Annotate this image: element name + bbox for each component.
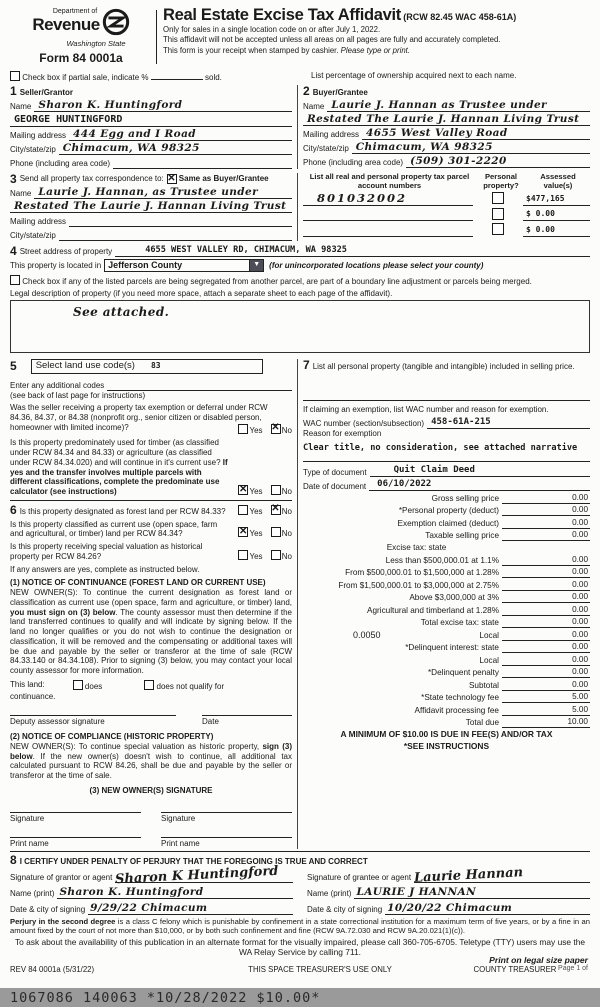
grantee-signature-field[interactable]: Laurie Hannan (414, 882, 590, 883)
see-instructions-note: *SEE INSTRUCTIONS (403, 741, 490, 752)
street-address-field[interactable]: 4655 WEST VALLEY RD, CHIMACUM, WA 98325 (115, 245, 590, 257)
land-does-checkbox[interactable] (73, 680, 83, 690)
header-note-2: This affidavit will not be accepted unless all areas on all pages are fully and accurately completed. (163, 35, 501, 44)
parcel-account-field[interactable] (303, 208, 473, 221)
parcel-row (303, 223, 590, 237)
assessed-value-field[interactable]: $477,165 (523, 194, 590, 206)
located-in-label: This property is located in (10, 260, 102, 270)
new-owner-signature-field-1[interactable]: Signature (10, 812, 141, 824)
fee-row: Total due 10.00 (465, 717, 588, 728)
land-does-not-checkbox[interactable] (144, 680, 154, 690)
dropdown-arrow-icon[interactable]: ▼ (249, 260, 263, 271)
fee-value: 10.00 (502, 717, 590, 728)
header-divider (156, 10, 157, 64)
grantor-signature-field[interactable]: Sharon K Huntingford (115, 882, 293, 883)
grantor-printname-field[interactable]: Sharon K. Huntingford (57, 887, 293, 899)
partial-sale-label: Check box if partial sale, indicate % (22, 72, 149, 82)
fee-value: 0.00 (502, 567, 590, 578)
compliance-body: NEW OWNER(S): To continue special valuation as historic property, sign (3) below. If the new owner(s) doesn't wish to continue, all additional tax calculated pursuant to RCW 84.26, shall be due and payable by the seller or transferor at the time of sale. (10, 741, 292, 781)
document-date-field[interactable]: 06/10/2022 (369, 479, 590, 491)
dor-swirl-icon (102, 8, 130, 39)
seller-city-field[interactable]: Chimacum, WA 98325 (59, 143, 292, 155)
new-owner-signature-field-2[interactable]: Signature (161, 812, 292, 824)
same-as-buyer-checkbox[interactable] (167, 174, 177, 184)
predominate-use-question: Is this property predominately used for timber (as classified under RCW 84.34 and 84.33) or agriculture (as classified under RCW 84.34.020) and will continue in it's current use? If yes and the transfer involves multiple parcels with different classifications, complete the predominate use calculator (see instructions) ✕ Yes No (10, 438, 292, 497)
fee-value: 5.00 (502, 692, 590, 703)
section-buyer: 2 Buyer/Grantee Name Laurie J. Hannan as Trustee under Restated The Laurie J. Hannan Living Trust Mailing address 4655 West Valley Road City/state/zip Chimacum, WA 98325 Phone (including area code) (509) 301-2220 (297, 85, 590, 169)
fee-row: Total excise tax: state 0.00 (420, 617, 588, 628)
predominate-no-checkbox[interactable] (271, 485, 281, 495)
treasurer-use-label: THIS SPACE TREASURER'S USE ONLY (248, 964, 392, 974)
legal-description-label: Legal description of property (if you need more space, attach a separate sheet to each page of the affidavit). (10, 288, 393, 298)
predominate-yes-checkbox[interactable] (238, 485, 248, 495)
deputy-date-field[interactable]: Date (202, 715, 292, 727)
fee-value: 0.00 (502, 493, 590, 504)
assessed-values-header: Assessed value(s) (540, 172, 576, 190)
county-selected-value: Jefferson County (108, 260, 183, 271)
rev-form-id: REV 84 0001a (5/31/22) (10, 964, 95, 974)
dept-of-label: Department of (52, 8, 98, 15)
section-correspondence: 3 Send all property tax correspondence to: ✕ Same as Buyer/Grantee Name Laurie J. Hannan, as Trustee under Restated The Laurie J. Hannan Living Trust Mailing address City/state/zip (10, 173, 297, 241)
perjury-note: Perjury in the second degree is a class C felony which is punishable by confinement in a state correctional institution for a maximum term of five years, or by a fine in an amount fixed by the court of not more than $10,000, or by both such confinement and fine (RCW 9A.72.030 and RCW 9A.20.021(1)(c)). (10, 916, 590, 935)
seller-name-field[interactable]: Sharon K. Huntingford (34, 100, 292, 112)
personal-property-checkbox-1[interactable] (492, 192, 504, 204)
personal-property-header: Personal property? (483, 172, 519, 190)
parcel-accounts-header: List all real and personal property tax parcel account numbers (309, 172, 470, 190)
form-title: Real Estate Excise Tax Affidavit (163, 6, 402, 24)
affidavit-form-page: Department of Revenue Washington State Form 84 0001a Real Estate Excise Tax Affidavit (RCW 82.45 WAC 458-61A) Only for sales in a single location code on or after July 1, 2022. This affidavit will not be accepted unless all areas on all pages are fully and accurately completed. This form is your receipt when stamped by cashier. Please type or print. Check box if partial sale, indicate % sold. List percentage of ownership acquired next to each name. 1 Seller/Grantor Name Sharon K. Huntingford GEORGE HUNTINGFORD Mailing address 444 Egg and I Road City/state/zip Chimacum, WA 98325 Phone (including area code) 2 Buyer/Grantee Name Laurie J. Hannan as Trustee under Restated The Laurie J. Hannan Living Trust Mailing address 4655 West Valley Road City/state/zip Chimacum, WA 98325 Phone (including area code) (509) 301-2220 3 Send all property tax correspondence to: ✕ Same as Buyer/Grantee Name Laurie J. Hannan, as Trustee under Restated The Laurie J. Hannan Living Trust Mailing address City/state/zip List all real and personal property tax parcel account numbers Personal property? Assessed value(s) 801032002 $477,165 $ 0.00 $ 0.00 4 Street address of property 4655 WEST VALLEY RD, CHIMACUM, WA 98325 This property is located in Jefferson County ▼ (for unincorporated locations please select your county) Check box if any of the listed parcels are being segregated from another parcel, are part of a boundary line adjustment or parcels being merged. Legal description of property (if you need more space, attach a separate sheet to each page of the affidavit). See attached. 5 Select land use code(s) 83 Enter any additional codes (see back of last page for instructions) Was the seller receiving a property tax exemption or deferral under RCW 84.36, 84.37, or 84.38 (nonprofit org., senior citizen or disabled person, homeowner with limited income)? Yes ✕ No Is this property predominately used for timber (as classified under RCW 84.34 and 84.33) or agriculture (as classified under RCW 84.34.020) and will continue in it's current use? If yes and the transfer involves multiple parcels with different classifications, complete the predominate use calculator (see instructions) ✕ Yes No 6 Is this property designated as forest land per RCW 84.33? Yes ✕ No Is this property classified as current use (open space, farm and agricultural, or timber) land per RCW 84.34? ✕ Yes No Is this property receiving special valuation as historical property per RCW 84.26? Yes No If any answers are yes, complete as instructed below. (1) NOTICE OF CONTINUANCE (FOREST LAND OR CURRENT USE) NEW OWNER(S): To continue the current designation as forest land or classification as current use (open space, farm and agriculture, or timber) land, you must sign on (3) below. The county assessor must then determine if the land transferred continues to qualify and will indicate by signing below. If the land no longer qualifies or you do not wish to continue the designation or classification, it will be removed and the compensating or additional taxes will be due and payable by the seller or transferor at the time of sale (RCW 84.33.140 or 84.34.108). Prior to signing (3) below, you may contact your local county assessor for more information. This land: does does not qualify for continuance. Deputy assessor signature Date (2) NOTICE OF COMPLIANCE (HISTORIC PROPERTY) NEW OWNER(S): To continue special valuation as historic property, sign (3) below. If the new owner(s) doesn't wish to continue, all additional tax calculated pursuant to RCW 84.26, shall be due and payable by the seller or transferor at the time of sale. (3) NEW OWNER(S) SIGNATURE Signature Signature Print name Print name 7 List all personal property (tangible and intangible) included in selling price. If claiming an exemption, list WAC number and reason for exemption. WAC number (section/subsection) 458-61A-215 Reason for exemption Clear title, no consideration, see attached narrative Type of document Quit Claim Deed Date of document 06/10/2022 Gross selling price 0.00 *Personal property (deduct) 0.00 Exemption claimed (deduct) 0.00 Taxable selling price 0.00 Excise tax: state Less than $500,000.01 at 1.1% 0.00 From $500,000.01 to $1,500,000 at 1.28% 0.00 From $1,500,000.01 to $3,000,000 at 2.75% 0.00 Above $3,000,000 at 3% 0.00 Agricultural and timberland at 1.28% 0.00 Total excise tax: state 0.00 0.0050 Local 0.00 *Delinquent interest: state 0.00 Local 0.00 *Delinquent penalty 0.00 Subtotal 0.00 *State technology fee 5.00 Affidavit processing fee 5.00 Total due 10.00 A MINIMUM OF $10.00 IS DUE IN FEE(S) AND/OR TAX *SEE INSTRUCTIONS 8 I CERTIFY UNDER PENALTY OF PERJURY THAT THE FOREGOING IS TRUE AND CORRECT Signature of grantor or agent Sharon K Huntingford Name (print) Sharon K. Huntingford Date & city of signing 9/29/22 Chimacum Signature of grantee or agent Laurie Hannan Name (print) LAURIE J HANNAN Date & city of signing 10/20/22 Chimacum Perjury in the second degree is a class C felony which is punishable by confinement in a state correctional institution for a maximum term of five years, or by a fine in an amount fixed by the court of not more than $10,000, or by both such confinement and fine (RCW 9A.72.030 and RCW 9A.20.021(1)(c)). To ask about the availability of this publication in an alternate format for the visually impaired, please call 360-705-6705. Teletype (TTY) users may use the WA Relay Service by calling 711. REV 84 0001a (5/31/22) THIS SPACE TREASURER'S USE ONLY COUNTY TREASURER 1067086 140063 *10/28/2022 $10.00* Print on legal size paper Page 1 of (0, 0, 600, 988)
exemption-note: If claiming an exemption, list WAC number and reason for exemption. (303, 405, 549, 415)
fee-row: *Delinquent interest: state 0.00 (405, 642, 588, 653)
personal-property-field[interactable] (303, 389, 590, 401)
continuance-title: (1) NOTICE OF CONTINUANCE (FOREST LAND OR CURRENT USE) (10, 578, 266, 588)
fee-value: 0.00 (502, 530, 590, 541)
forest-yes-checkbox[interactable] (238, 505, 248, 515)
fee-value: 0.00 (502, 617, 590, 628)
fee-row: Above $3,000,000 at 3% 0.00 (409, 592, 588, 603)
fee-row: From $500,000.01 to $1,500,000 at 1.28% 0.00 (345, 567, 588, 578)
excise-tax-state-header: Excise tax: state (386, 543, 447, 553)
county-treasurer-label: COUNTY TREASURER (473, 964, 557, 974)
correspondence-city-field[interactable] (59, 229, 292, 241)
revenue-wordmark: Revenue (32, 14, 100, 34)
compliance-title: (2) NOTICE OF COMPLIANCE (HISTORIC PROPERTY) (10, 732, 214, 742)
page-number: Page 1 of (558, 965, 588, 973)
forest-no-checkbox[interactable] (271, 505, 281, 515)
exemption-no-checkbox[interactable] (271, 424, 281, 434)
segregated-checkbox[interactable] (10, 275, 20, 285)
fee-value: 0.00 (502, 605, 590, 616)
parcel-row (303, 192, 590, 206)
reason-label: Reason for exemption (303, 429, 382, 439)
exemption-yes-checkbox[interactable] (238, 424, 248, 434)
grantee-printname-field[interactable]: LAURIE J HANNAN (354, 887, 590, 899)
street-address-label: Street address of property (19, 247, 113, 257)
new-owner-printname-field-1[interactable]: Print name (10, 837, 141, 849)
fee-value: 0.00 (502, 655, 590, 666)
wac-number-field[interactable]: 458-61A-215 (427, 417, 590, 429)
forest-land-question: 6 Is this property designated as forest land per RCW 84.33? Yes ✕ No (10, 504, 292, 517)
fee-value: 0.00 (502, 555, 590, 566)
section-seller: 1 Seller/Grantor Name Sharon K. Huntingford GEORGE HUNTINGFORD Mailing address 444 Egg and I Road City/state/zip Chimacum, WA 98325 Phone (including area code) (10, 85, 297, 169)
certify-statement: I CERTIFY UNDER PENALTY OF PERJURY THAT THE FOREGOING IS TRUE AND CORRECT (19, 857, 368, 867)
fee-value: 0.00 (502, 630, 590, 641)
buyer-name-field[interactable]: Laurie J. Hannan as Trustee under (327, 100, 590, 112)
land-use-code-value: 83 (150, 361, 161, 371)
treasurer-stamp: 1067086 140063 *10/28/2022 $10.00* (10, 990, 321, 1007)
fee-row: From $1,500,000.01 to $3,000,000 at 2.75% 0.00 (338, 579, 588, 590)
fee-value: 0.00 (502, 580, 590, 591)
local-rate-value: 0.0050 (353, 629, 381, 640)
buyer-phone-field[interactable]: (509) 301-2220 (406, 156, 590, 168)
additional-codes-label: Enter any additional codes (10, 380, 105, 390)
fee-row: *Personal property (deduct) 0.00 (398, 505, 588, 516)
fee-row: Agricultural and timberland at 1.28% 0.00 (367, 604, 588, 615)
exemption-question: Was the seller receiving a property tax exemption or deferral under RCW 84.36, 84.37, or 84.38 (nonprofit org., senior citizen or disabled person, homeowner with limited income)? (10, 403, 268, 432)
parcel-account-field[interactable]: 801032002 (303, 193, 473, 206)
document-type-field[interactable]: Quit Claim Deed (370, 465, 590, 477)
partial-sale-checkbox[interactable] (10, 71, 20, 81)
seller-name2-field[interactable]: GEORGE HUNTINGFORD (10, 114, 292, 127)
seller-phone-field[interactable] (113, 157, 292, 169)
parcels-table (297, 173, 590, 241)
fee-row: Exemption claimed (deduct) 0.00 (397, 517, 588, 528)
buyer-title: Buyer/Grantee (312, 88, 368, 98)
form-rcw: (RCW 82.45 WAC 458-61A) (403, 12, 517, 22)
fee-value: 0.00 (502, 642, 590, 653)
fee-row: *State technology fee 5.00 (421, 692, 588, 703)
correspondence-name-field[interactable]: Laurie J. Hannan, as Trustee under (34, 187, 292, 199)
seller-mailing-field[interactable]: 444 Egg and I Road (69, 129, 292, 141)
correspondence-name2-field[interactable]: Restated The Laurie J. Hannan Living Trust (10, 201, 292, 213)
section-property: 4 Street address of property 4655 WEST VALLEY RD, CHIMACUM, WA 98325 This property is located in Jefferson County ▼ (for unincorporated locations please select your county) Check box if any of the listed parcels are being segregated from another parcel, are part of a boundary line adjustment or parcels being merged. Legal description of property (if you need more space, attach a separate sheet to each page of the affidavit). See attached. (10, 245, 590, 353)
additional-codes-field[interactable] (107, 379, 292, 391)
back-note: (see back of last page for instructions) (10, 390, 146, 400)
fee-value: 5.00 (502, 705, 590, 716)
same-as-buyer-label: Same as Buyer/Grantee (178, 174, 269, 184)
section6-note: If any answers are yes, complete as instructed below. (10, 564, 200, 574)
historic-yes-checkbox[interactable] (238, 550, 248, 560)
partial-sale-percent-field[interactable] (151, 71, 203, 80)
minimum-due-note: A MINIMUM OF $10.00 IS DUE IN FEE(S) AND/OR TAX (340, 729, 553, 740)
form-number: Form 84 0001a (39, 50, 123, 65)
county-dropdown[interactable] (104, 259, 264, 272)
currentuse-yes-checkbox[interactable] (238, 527, 248, 537)
land-qualify-row: This land: does does not qualify for (10, 679, 225, 691)
dor-logo-block (10, 6, 152, 66)
parcel-row (303, 208, 590, 222)
section-personal-property: 7 List all personal property (tangible and intangible) included in selling price. (303, 357, 575, 372)
fee-row: Local 0.00 (479, 654, 588, 665)
land-use-code-select[interactable]: Select land use code(s) 83 (31, 359, 263, 374)
fee-value: 0.00 (502, 518, 590, 529)
header-note-1: Only for sales in a single location code on or after July 1, 2022. (163, 24, 381, 34)
segregated-label: Check box if any of the listed parcels are being segregated from another parcel, are part of a boundary line adjustment or parcels being merged. (22, 277, 532, 287)
seller-title: Seller/Grantor (19, 88, 74, 98)
personal-property-checkbox-3[interactable] (492, 223, 504, 235)
assessed-value-field[interactable]: $ 0.00 (523, 209, 590, 221)
deputy-assessor-signature-field[interactable]: Deputy assessor signature (10, 715, 176, 727)
fee-row: Affidavit processing fee 5.00 (414, 704, 588, 715)
fee-value: 0.00 (502, 505, 590, 516)
fee-row: Gross selling price 0.00 (431, 492, 588, 503)
buyer-city-field[interactable]: Chimacum, WA 98325 (352, 142, 590, 154)
fee-row: Less than $500,000.01 at 1.1% 0.00 (385, 554, 588, 565)
county-note: (for unincorporated locations please select your county) (269, 260, 484, 270)
grantee-datecity-field[interactable]: 10/20/22 Chimacum (385, 903, 590, 915)
fee-value: 0.00 (502, 667, 590, 678)
currentuse-no-checkbox[interactable] (271, 527, 281, 537)
wac-number-label: WAC number (section/subsection) (303, 419, 425, 429)
fee-value: 0.00 (502, 680, 590, 691)
form-header (10, 6, 590, 66)
current-use-question: Is this property classified as current use (open space, farm and agricultural, or timber) land per RCW 84.34? ✕ Yes No (10, 520, 292, 540)
fee-row: Subtotal 0.00 (468, 679, 588, 690)
grantor-datecity-field[interactable]: 9/29/22 Chimacum (88, 903, 293, 915)
washington-state-label: Washington State (66, 38, 126, 48)
buyer-name2-field[interactable]: Restated The Laurie J. Hannan Living Trust (303, 114, 590, 126)
exemption-reason-value: Clear title, no consideration, see attached narrative (303, 442, 578, 453)
buyer-mailing-field[interactable]: 4655 West Valley Road (362, 128, 590, 140)
new-owner-printname-field-2[interactable]: Print name (161, 837, 292, 849)
correspondence-mailing-field[interactable] (69, 215, 292, 227)
historic-question: Is this property receiving special valuation as historical property per RCW 84.26? Yes No (10, 542, 292, 561)
fee-value: 0.00 (502, 592, 590, 603)
new-owners-signature-title: (3) NEW OWNER(S) SIGNATURE (89, 785, 213, 795)
continuance-body: NEW OWNER(S): To continue the current designation as forest land or classification as current use (open space, farm and agriculture, or timber) land, you must sign on (3) below. The county assessor must then determine if the land transferred continues to qualify and will indicate by signing below. If the land no longer qualifies or you do not wish to continue the designation or classification, it will be removed and the compensating or additional taxes will be due and payable by the seller or transferor at the time of sale (RCW 84.33.140 or 84.34.108). Prior to signing (3) below, you may contact your local county assessor for more information. (10, 588, 293, 676)
fee-row: Taxable selling price 0.00 (425, 530, 588, 541)
ownership-note: List percentage of ownership acquired next to each name. (311, 70, 517, 80)
print-legal-note: Print on legal size paper (489, 954, 588, 965)
legal-description-box[interactable]: See attached. (10, 300, 590, 353)
section-landuse: 5 Select land use code(s) 83 (10, 359, 292, 374)
header-note-3: This form is your receipt when stamped by cashier. Please type or print. (163, 45, 411, 55)
partial-sale-row: Check box if partial sale, indicate % sold. (10, 71, 297, 83)
personal-property-checkbox-2[interactable] (492, 208, 504, 220)
fee-row-local-rate: 0.0050 Local 0.00 (303, 630, 590, 641)
assessed-value-field[interactable]: $ 0.00 (523, 225, 590, 237)
fee-row: *Delinquent penalty 0.00 (427, 667, 588, 678)
accessibility-note: To ask about the availability of this publication in an alternate format for the visually impaired, please call 360-705-6705. Teletype (TTY) users may use the WA Relay Service by calling 711. (14, 937, 586, 957)
historic-no-checkbox[interactable] (271, 550, 281, 560)
section-certify: 8 I CERTIFY UNDER PENALTY OF PERJURY THAT THE FOREGOING IS TRUE AND CORRECT Signature of grantor or agent Sharon K Huntingford Name (print) Sharon K. Huntingford Date & city of signing 9/29/22 Chimacum Signature of grantee or agent Laurie Hannan Name (print) LAURIE J HANNAN Date & city of signing 10/20/22 Chimacum (10, 851, 590, 915)
parcel-account-field[interactable] (303, 224, 473, 237)
